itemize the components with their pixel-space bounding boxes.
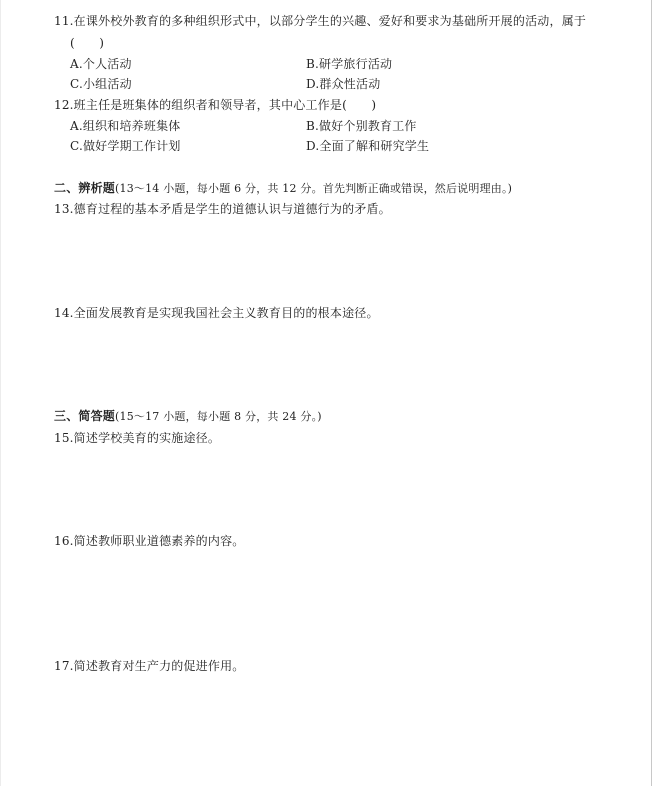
section2-note: (13～14 小题，每小题 6 分，共 12 分。首先判断正确或错误，然后说明理由。) (115, 182, 513, 195)
q11-answer-blank: ( ) (70, 36, 105, 50)
q14-text: 14.全面发展教育是实现我国社会主义教育目的的根本途径。 (54, 306, 379, 320)
q17-text: 17.简述教育对生产力的促进作用。 (54, 659, 245, 673)
q11-option-c: C.小组活动 (70, 77, 132, 91)
q12-option-a: A.组织和培养班集体 (70, 119, 181, 133)
q11-option-a: A.个人活动 (70, 57, 132, 71)
section3-note: (15～17 小题，每小题 8 分，共 24 分。) (115, 410, 322, 423)
page-left-edge (0, 0, 1, 786)
q13-text: 13.德育过程的基本矛盾是学生的道德认识与道德行为的矛盾。 (54, 202, 391, 216)
q12-stem: 12.班主任是班集体的组织者和领导者，其中心工作是( ) (54, 98, 377, 112)
q12-option-b: B.做好个别教育工作 (306, 119, 417, 133)
q11-option-d: D.群众性活动 (306, 77, 381, 91)
q11-option-b: B.研学旅行活动 (306, 57, 393, 71)
section3-heading (54, 408, 322, 425)
section2-heading (54, 180, 512, 197)
q11-stem: 11.在课外校外教育的多种组织形式中，以部分学生的兴趣、爱好和要求为基础所开展的活动，属于 (54, 14, 587, 28)
section2-title: 二、辨析题 (54, 181, 116, 195)
q16-text: 16.简述教师职业道德素养的内容。 (54, 534, 245, 548)
q12-option-d: D.全面了解和研究学生 (306, 139, 430, 153)
q12-option-c: C.做好学期工作计划 (70, 139, 181, 153)
q15-text: 15.简述学校美育的实施途径。 (54, 431, 221, 445)
section3-title: 三、简答题 (54, 409, 116, 423)
